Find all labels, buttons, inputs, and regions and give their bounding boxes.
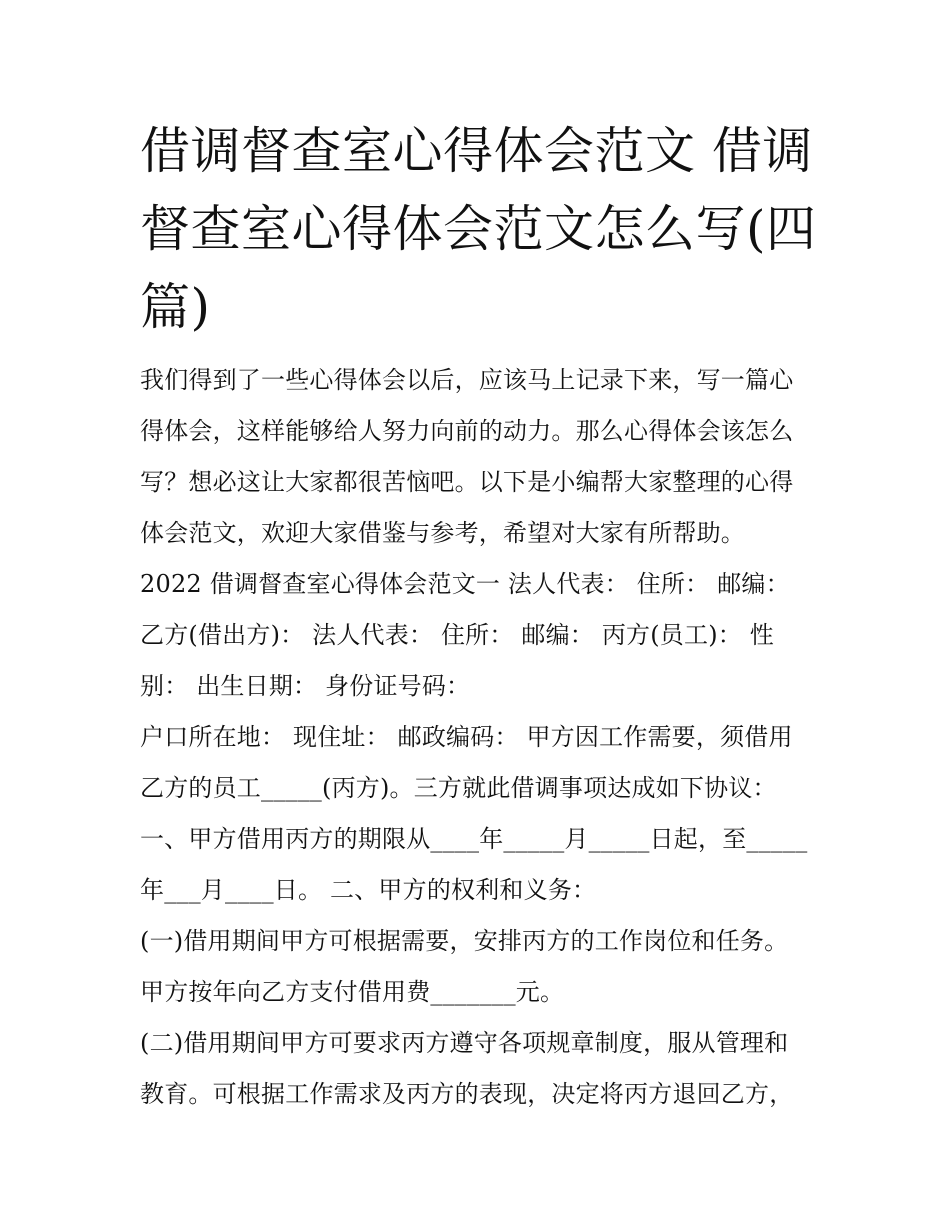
body-line: 我们得到了一些心得体会以后，应该马上记录下来，写一篇心 [140, 366, 794, 394]
document-body [140, 355, 812, 1120]
body-line: 乙方(借出方)： 法人代表： 住所： 邮编： 丙方(员工)： 性 [140, 621, 774, 649]
body-line: 户口所在地： 现住址： 邮政编码： 甲方因工作需要，须借用 [140, 723, 793, 751]
body-line: 一、甲方借用丙方的期限从____年_____月_____日起，至_____ [140, 825, 808, 853]
body-line: 别： 出生日期： 身份证号码： [140, 672, 471, 700]
body-line: 乙方的员工_____(丙方)。三方就此借调事项达成如下协议： [140, 774, 777, 802]
body-line: 体会范文，欢迎大家借鉴与参考，希望对大家有所帮助。 [140, 519, 745, 547]
body-line: 得体会，这样能够给人努力向前的动力。那么心得体会该怎么 [140, 417, 794, 445]
body-line: 年___月____日。 二、甲方的权利和义务： [140, 876, 597, 904]
body-line: 教育。可根据工作需求及丙方的表现，决定将丙方退回乙方， [140, 1080, 794, 1108]
body-line: 2022 借调督查室心得体会范文一 法人代表： 住所： 邮编： [140, 570, 790, 598]
body-line: 写？想必这让大家都很苦恼吧。以下是小编帮大家整理的心得 [140, 468, 794, 496]
body-line: (二)借用期间甲方可要求丙方遵守各项规章制度，服从管理和 [140, 1029, 789, 1057]
body-line: (一)借用期间甲方可根据需要，安排丙方的工作岗位和任务。 [140, 927, 789, 955]
document-title: 借调督查室心得体会范文 借调督查室心得体会范文怎么写(四篇) [140, 122, 817, 336]
body-line: 甲方按年向乙方支付借用费_______元。 [140, 978, 565, 1006]
